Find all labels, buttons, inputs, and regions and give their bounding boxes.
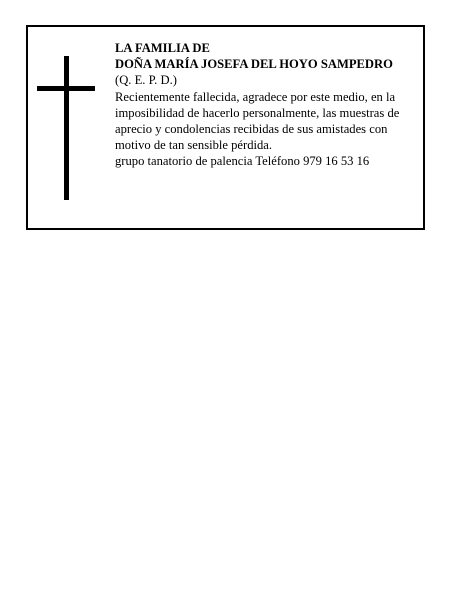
family-heading: LA FAMILIA DE	[115, 41, 210, 55]
cross-vertical-bar	[64, 56, 69, 200]
cross-horizontal-bar	[37, 86, 95, 91]
funeral-home-contact: grupo tanatorio de palencia Teléfono 979 16 53 16	[115, 154, 370, 169]
gratitude-message: Recientemente fallecida, agradece por este medio, en la imposibilidad de hacerlo personalmente, las muestras de aprecio y condolencias recibidas de sus amistades con motivo de tan sensible pérdida.	[115, 89, 400, 153]
qepd-label: (Q. E. P. D.)	[115, 73, 177, 88]
obituary-notice	[26, 25, 425, 230]
cross-icon	[37, 56, 95, 200]
notice-text	[115, 40, 421, 170]
deceased-name: DOÑA MARÍA JOSEFA DEL HOYO SAMPEDRO	[115, 57, 393, 72]
